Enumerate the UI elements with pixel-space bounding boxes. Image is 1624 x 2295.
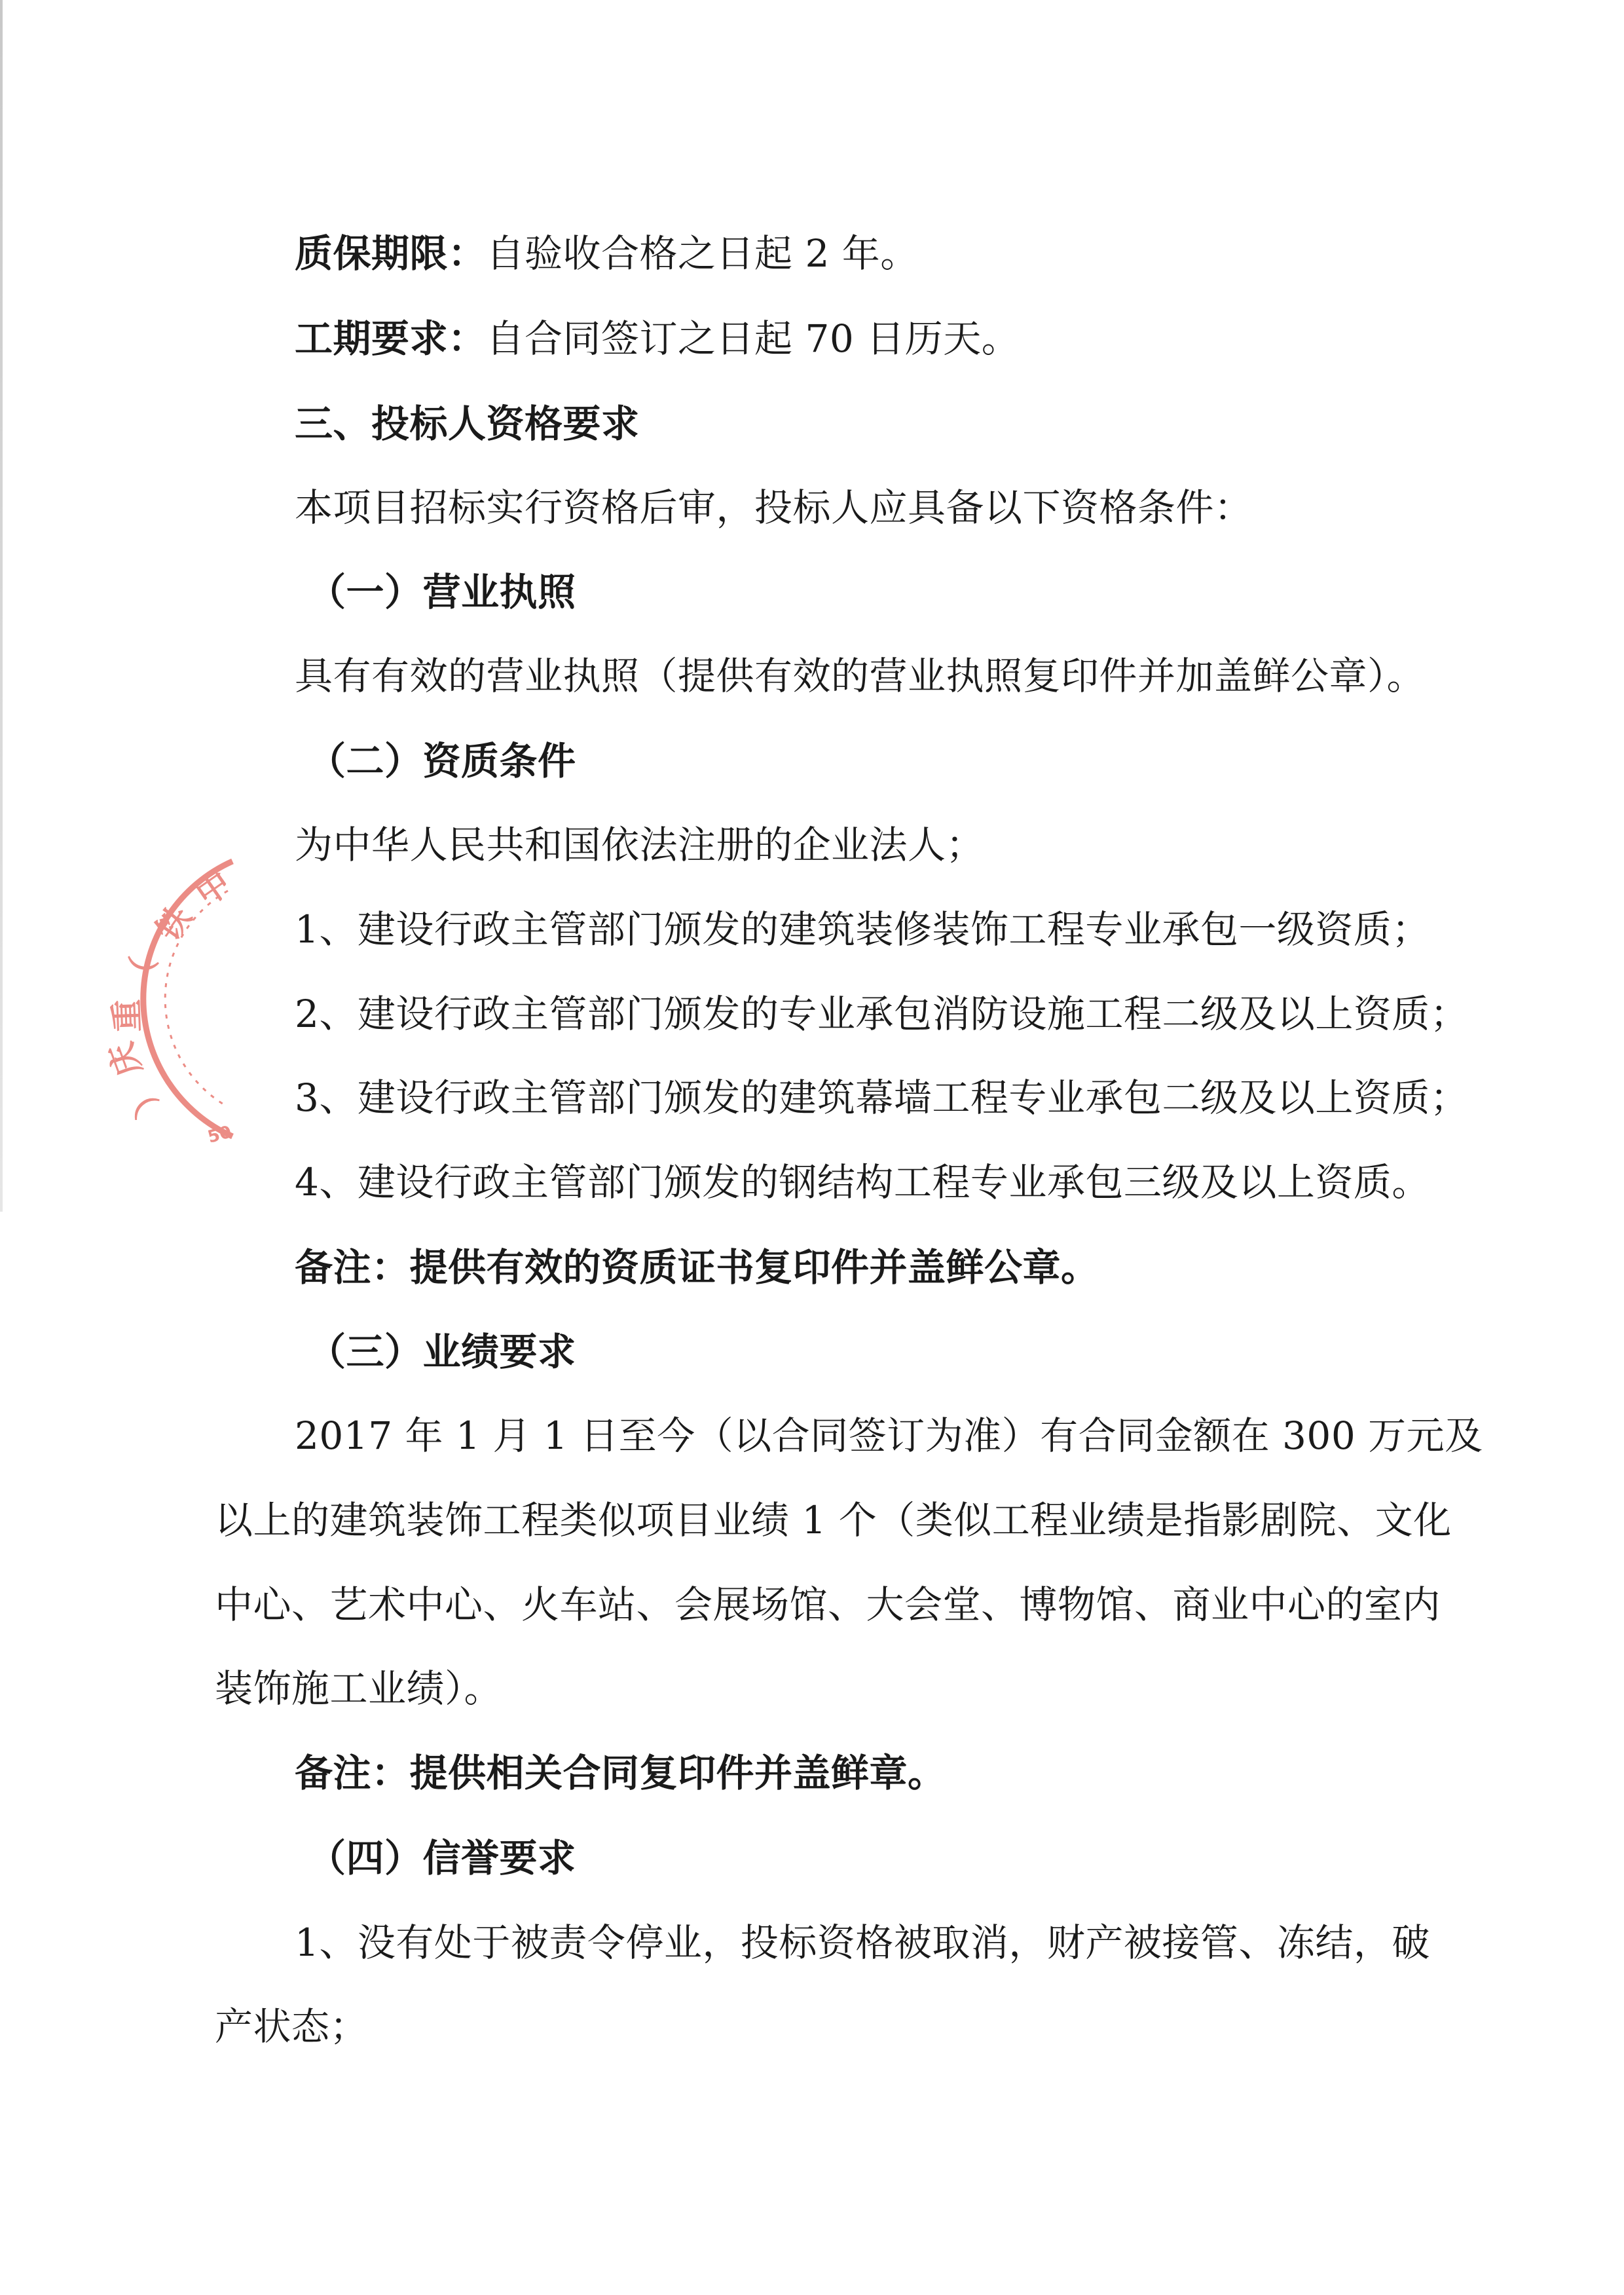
- subsection-3-note: 备注：提供相关合同复印件并盖鲜章。: [295, 1751, 946, 1795]
- credit-line: 1、没有处于被责令停业，投标资格被取消，财产被接管、冻结，破: [295, 1920, 1430, 1965]
- svg-text:铁: 铁: [148, 899, 199, 948]
- credit-line: 产状态；: [215, 2004, 369, 2049]
- schedule-line: [295, 318, 1426, 360]
- performance-line: 2017 年 1 月 1 日至今（以合同签订为准）有合同金额在 300 万元及: [295, 1413, 1483, 1458]
- qualification-item: 3、建设行政主管部门颁发的建筑幕墙工程专业承包二级及以上资质；: [295, 1075, 1469, 1120]
- subsection-4-heading: （四）信誉要求: [308, 1836, 576, 1880]
- warranty-text: 自验收合格之日起 2 年。: [486, 231, 919, 276]
- svg-text:中: 中: [189, 863, 238, 914]
- qualification-item: 4、建设行政主管部门颁发的钢结构工程专业承包三级及以上资质。: [295, 1160, 1430, 1204]
- subsection-1-heading: （一）营业执照: [308, 570, 576, 614]
- subsection-3-heading: （三）业绩要求: [308, 1330, 576, 1374]
- subsection-1-text: 具有有效的营业执照（提供有效的营业执照复印件并加盖鲜公章）。: [295, 654, 1426, 698]
- warranty-line: [295, 233, 1426, 274]
- svg-text:）: ）: [113, 1073, 165, 1124]
- svg-text:重: 重: [107, 998, 147, 1033]
- qualification-item: 1、建设行政主管部门颁发的建筑装修装饰工程专业承包一级资质；: [295, 907, 1430, 952]
- subsection-2-note: 备注：提供有效的资质证书复印件并盖鲜公章。: [295, 1245, 1099, 1290]
- svg-text:庆: 庆: [101, 1037, 149, 1082]
- schedule-label: 工期要求：: [295, 316, 487, 361]
- section-3-heading: 三、投标人资格要求: [295, 401, 640, 446]
- svg-text:（: （: [119, 954, 164, 994]
- subsection-2-intro: 为中华人民共和国依法注册的企业法人；: [295, 823, 985, 867]
- schedule-text: 自合同签订之日起 70 日历天。: [486, 316, 1020, 361]
- performance-line: 以上的建筑装饰工程类似项目业绩 1 个（类似工程业绩是指影剧院、文化: [215, 1498, 1452, 1542]
- section-3-intro: 本项目招标实行资格后审，投标人应具备以下资格条件：: [295, 485, 1253, 530]
- qualification-item: 2、建设行政主管部门颁发的专业承包消防设施工程二级及以上资质；: [295, 992, 1469, 1036]
- scan-edge-shadow: [0, 0, 3, 1212]
- company-seal: [98, 845, 255, 1153]
- warranty-label: 质保期限：: [295, 231, 487, 276]
- performance-line: 装饰施工业绩）。: [215, 1666, 503, 1711]
- performance-line: 中心、艺术中心、火车站、会展场馆、大会堂、博物馆、商业中心的室内: [215, 1582, 1441, 1627]
- svg-text:50: 50: [206, 1122, 234, 1148]
- subsection-2-heading: （二）资质条件: [308, 739, 576, 783]
